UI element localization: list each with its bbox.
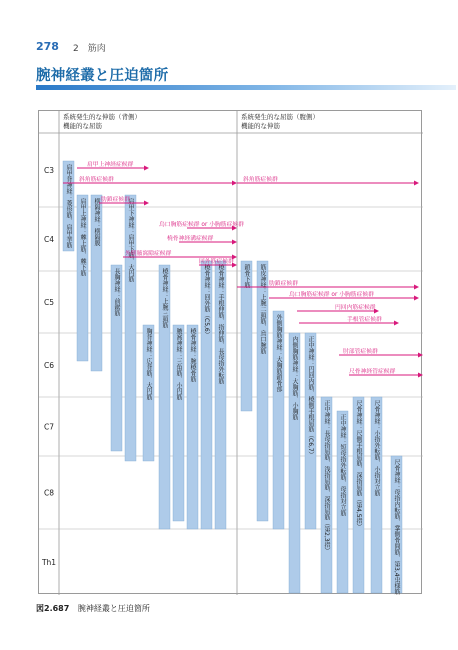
syndrome-arrow-pronator-arrow (297, 303, 379, 314)
nerve-bar-label: 内側胸筋神経：大胸筋、小胸筋 (291, 336, 298, 420)
title-rule (36, 85, 456, 90)
nerve-bar-ulnar-c (391, 456, 402, 595)
nerve-bar-ulnar-b (371, 397, 382, 593)
syndrome-arrow-label: 肘部管症候群 (343, 349, 378, 355)
dorsal-header-line2: 機能的な屈筋 (63, 122, 102, 130)
nerve-bar-label: 正中神経：短母指外転筋、母指対立筋 (339, 414, 346, 516)
syndrome-arrow-label: 肋鎖症候群 (269, 281, 298, 287)
nerve-bar-label: 筋皮神経：上腕二頭筋、烏口腕筋 (259, 264, 266, 354)
syndrome-arrow-label: 回外筋症候群 (199, 259, 234, 265)
nerve-bar-long-thoracic (111, 265, 122, 451)
level-label-c8: C8 (43, 488, 55, 498)
nerve-bar-label: 橈骨神経：手根伸筋、指伸筋、長母指外転筋 (217, 264, 224, 384)
nerve-bar-axillary (173, 325, 184, 521)
nerve-bar-radial-supinator (201, 261, 212, 529)
syndrome-arrow-radial-groove-arrow (167, 234, 237, 245)
nerve-bar-label: 尺骨神経：母指内転筋、掌側骨間筋、第3,4虫様筋 (393, 459, 400, 595)
nerve-bar-thoracodorsal (143, 325, 154, 461)
page-number: 278 (36, 40, 59, 53)
level-label-c3: C3 (43, 166, 55, 175)
nerve-bar-radial-brachio (187, 325, 198, 529)
nerve-bar-label: 鎖骨下筋 (243, 264, 250, 288)
nerve-bar-label: 尺骨神経：小指外転筋、小指対立筋 (373, 400, 380, 496)
syndrome-arrow-label: 尺骨神経管症候群 (349, 369, 396, 375)
level-label-c4: C4 (43, 235, 55, 244)
nerve-bar-med-pectoral (289, 333, 300, 593)
chapter-heading: 2 筋肉 (73, 44, 106, 54)
syndrome-arrow-costoclav-arrow (99, 195, 149, 206)
nerve-bar-ulnar-a (353, 397, 364, 593)
syndrome-arrow-tos-arrow (339, 347, 423, 358)
nerve-bar-radial-upper (159, 265, 170, 529)
syndrome-arrow-label: 肩甲上神経症候群 (87, 162, 134, 168)
plexus-diagram (39, 111, 423, 595)
nerve-bar-musculocut (257, 261, 268, 521)
nerve-bar-label: 胸背神経：広背筋、大円筋 (145, 328, 152, 400)
figure-number: 図2.687 (36, 604, 70, 613)
nerve-bar-label: 横隔神経：横隔膜 (93, 198, 100, 246)
syndrome-arrow-quad-space-arrow (123, 249, 237, 260)
nerve-bar-label: 肩甲下神経：肩甲下筋、大円筋 (127, 198, 134, 282)
diagram-sheet (38, 110, 422, 594)
nerve-bar-subclavius (241, 261, 252, 411)
nerve-bar-label: 腋窩神経：三角筋、小円筋 (175, 328, 182, 400)
syndrome-arrow-scalene-arrow-right (237, 175, 419, 186)
nerve-bar-suprascapular (77, 195, 88, 361)
syndrome-arrow-suprascapular-arrow (77, 160, 149, 171)
nerve-bar-label: 長胸神経：前鋸筋 (113, 268, 120, 316)
syndrome-arrow-label: 斜角筋症候群 (79, 177, 114, 183)
nerve-bar-label: 正中神経：長母指屈筋、浅指屈筋、深指屈筋（第2,3指） (323, 400, 330, 554)
figure-caption-text: 腕神経叢と圧迫箇所 (77, 604, 150, 613)
syndrome-arrow-label: 外側腋窩隙症候群 (125, 251, 172, 257)
nerve-bar-label: 橈骨神経：上腕三頭筋 (161, 268, 168, 328)
syndrome-arrow-ulnar-canal-arrow (349, 367, 423, 378)
syndrome-arrow-label: 烏口胸筋症候群 or 小胸筋症候群 (289, 292, 374, 298)
nerve-bar-radial-forearm (215, 261, 226, 529)
nerve-bar-median-a (305, 333, 316, 529)
level-label-c5: C5 (43, 298, 55, 307)
syndrome-arrow-carpal-arrow (299, 315, 399, 326)
syndrome-arrow-scalene-arrow (63, 175, 237, 186)
syndrome-arrow-label: 手根管症候群 (347, 317, 382, 323)
syndrome-arrow-label: 肋鎖症候群 (101, 197, 130, 203)
nerve-bar-label: 肩甲上神経：棘上筋、棘下筋 (79, 198, 86, 276)
syndrome-arrow-label: 斜角筋症候群 (243, 177, 278, 183)
nerve-bar-label: 尺骨神経：尺側手根屈筋、深指屈筋（第4,5指） (355, 400, 362, 530)
nerve-bar-label: 正中神経：円回内筋、橈側手根屈筋（C6,7） (307, 336, 314, 458)
nerve-bar-median-c (337, 411, 348, 593)
nerve-bar-label: 橈骨神経：回外筋（C5,6） (203, 264, 210, 338)
level-label-c6: C6 (43, 361, 55, 370)
nerve-bar-lat-pectoral (273, 311, 284, 529)
syndrome-arrow-coracoid-arrow-right (269, 290, 419, 301)
dorsal-header-line1: 系統発生的な伸筋（背側） (63, 113, 141, 121)
syndrome-arrow-coracoid-arrow (159, 220, 244, 231)
nerve-bar-phrenic (91, 195, 102, 371)
nerve-bar-label: 肩甲背神経：菱形筋、肩甲挙筋 (65, 164, 72, 248)
level-label-th1: Th1 (41, 558, 57, 567)
syndrome-arrow-label: 烏口胸筋症候群 or 小胸筋症候群 (159, 222, 244, 228)
syndrome-arrow-label: 橈骨神経溝症候群 (167, 236, 214, 242)
ventral-header-line1: 系統発生的な屈筋（腹側） (241, 113, 319, 121)
level-label-c7: C7 (43, 422, 55, 432)
syndrome-arrow-label: 円回内筋症候群 (335, 305, 376, 311)
ventral-header-line2: 機能的な伸筋 (241, 122, 280, 130)
nerve-bar-subscapular (125, 195, 136, 461)
nerve-bar-label: 外側胸筋神経：大胸筋鎖骨部 (275, 314, 282, 392)
figure-caption (36, 603, 150, 614)
nerve-bar-label: 橈骨神経：腕橈骨筋 (189, 328, 196, 382)
nerve-bar-median-b (321, 397, 332, 593)
section-title: 腕神経叢と圧迫箇所 (36, 68, 169, 84)
nerve-bar-dorsal-scapular (63, 161, 74, 251)
